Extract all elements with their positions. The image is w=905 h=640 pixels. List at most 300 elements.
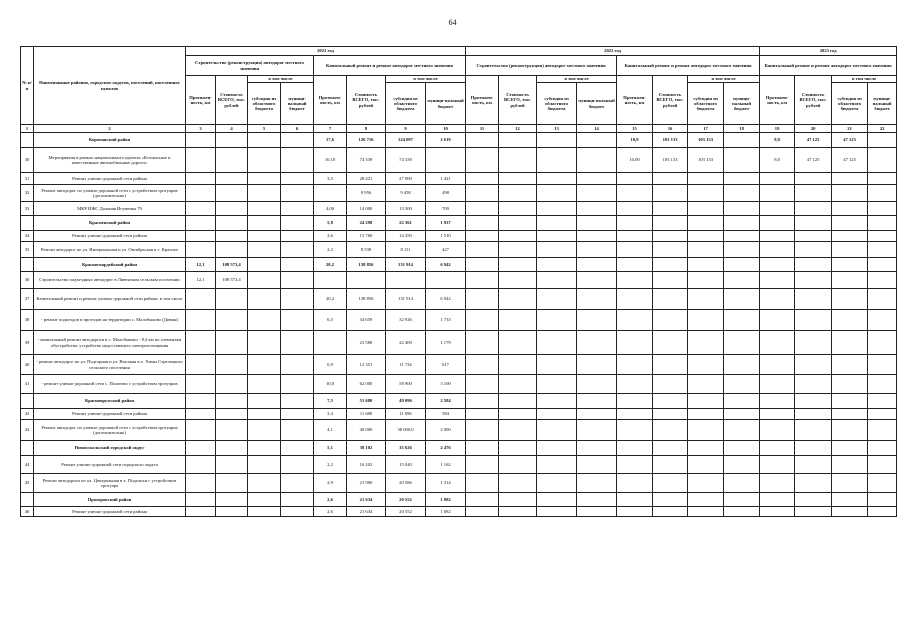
value-cell xyxy=(281,310,314,331)
column-number: 5 xyxy=(248,125,281,133)
h-cost: Стоимость ВСЕГО, тыс. рублей xyxy=(653,76,688,125)
value-cell xyxy=(653,202,688,216)
value-cell xyxy=(499,456,537,474)
table-row xyxy=(21,242,897,258)
region-row xyxy=(21,216,897,231)
value-cell: 6 942 xyxy=(426,258,466,272)
value-cell: 10,10 xyxy=(314,148,347,173)
value-cell xyxy=(617,409,653,420)
value-cell xyxy=(216,289,248,310)
value-cell xyxy=(795,258,832,272)
value-cell xyxy=(577,231,617,242)
value-cell xyxy=(832,231,868,242)
value-cell xyxy=(617,456,653,474)
item-name: Ремонт автодороги по ул. Центральная в х. Подольхи с устройством тротуара xyxy=(34,474,186,493)
value-cell xyxy=(466,355,499,375)
value-cell xyxy=(466,133,499,148)
value-cell xyxy=(216,231,248,242)
value-cell: 7,5 xyxy=(314,394,347,409)
column-number: 20 xyxy=(795,125,832,133)
value-cell: 1 937 xyxy=(426,216,466,231)
column-number: 1 xyxy=(21,125,34,133)
value-cell xyxy=(795,216,832,231)
value-cell xyxy=(795,242,832,258)
value-cell xyxy=(724,185,760,202)
value-cell xyxy=(537,310,577,331)
value-cell xyxy=(216,456,248,474)
value-cell xyxy=(248,289,281,310)
value-cell: 38 000,0 xyxy=(386,420,426,441)
road-repair-table xyxy=(20,46,897,517)
value-cell xyxy=(760,420,795,441)
value-cell xyxy=(248,231,281,242)
value-cell xyxy=(186,173,216,185)
value-cell xyxy=(724,133,760,148)
value-cell xyxy=(499,231,537,242)
value-cell xyxy=(760,216,795,231)
value-cell xyxy=(868,231,897,242)
value-cell xyxy=(186,456,216,474)
value-cell xyxy=(688,202,724,216)
value-cell xyxy=(499,507,537,517)
value-cell: 14 000 xyxy=(347,202,386,216)
value-cell: 1 421 xyxy=(426,173,466,185)
value-cell xyxy=(248,375,281,394)
value-cell xyxy=(832,216,868,231)
table-row xyxy=(21,331,897,355)
value-cell: 138 856 xyxy=(347,289,386,310)
value-cell xyxy=(537,420,577,441)
column-number: 13 xyxy=(537,125,577,133)
row-number: 44 xyxy=(21,456,34,474)
value-cell xyxy=(688,216,724,231)
h-len: Протяжен-ность, км xyxy=(466,76,499,125)
value-cell xyxy=(466,258,499,272)
value-cell xyxy=(248,133,281,148)
value-cell xyxy=(617,242,653,258)
row-number: 45 xyxy=(21,474,34,493)
value-cell xyxy=(832,242,868,258)
value-cell xyxy=(577,133,617,148)
value-cell xyxy=(832,355,868,375)
value-cell: 22 361 xyxy=(386,216,426,231)
h-len: Протяжен-ность, км xyxy=(186,76,216,125)
value-cell: 11 096 xyxy=(386,409,426,420)
value-cell xyxy=(537,216,577,231)
value-cell xyxy=(281,441,314,456)
value-cell: 1 162 xyxy=(426,456,466,474)
value-cell: 47 125 xyxy=(795,148,832,173)
h-subsidy: субсидия из областного бюджета xyxy=(537,83,577,125)
column-number: 4 xyxy=(216,125,248,133)
h-incl: в том числе xyxy=(688,76,760,83)
value-cell: 1 082 xyxy=(426,507,466,517)
row-number: 39 xyxy=(21,331,34,355)
value-cell: 8 111 xyxy=(386,242,426,258)
item-name: Ремонт улично-дорожной сети городского округа xyxy=(34,456,186,474)
value-cell xyxy=(688,474,724,493)
value-cell: 34 659 xyxy=(347,310,386,331)
column-number: 9 xyxy=(386,125,426,133)
value-cell xyxy=(186,355,216,375)
value-cell xyxy=(795,202,832,216)
value-cell: 2 476 xyxy=(426,441,466,456)
value-cell: 27 000 xyxy=(386,173,426,185)
value-cell xyxy=(760,289,795,310)
value-cell xyxy=(216,242,248,258)
value-cell xyxy=(832,289,868,310)
item-name: Ремонт улично-дорожной сети района xyxy=(34,173,186,185)
value-cell xyxy=(499,289,537,310)
value-cell xyxy=(724,272,760,289)
h-subsidy: субсидия из областного бюджета xyxy=(248,83,281,125)
value-cell xyxy=(281,148,314,173)
value-cell: 131 914 xyxy=(386,258,426,272)
value-cell xyxy=(216,173,248,185)
value-cell: 49 096 xyxy=(386,394,426,409)
h-incl: в том числе xyxy=(386,76,466,83)
value-cell xyxy=(832,441,868,456)
h-municipal: муници-пальный бюджет xyxy=(281,83,314,125)
value-cell xyxy=(760,242,795,258)
value-cell xyxy=(216,133,248,148)
row-number: 33 xyxy=(21,202,34,216)
value-cell xyxy=(466,289,499,310)
value-cell: 103 133 xyxy=(688,148,724,173)
value-cell: 35 626 xyxy=(386,441,426,456)
value-cell xyxy=(499,331,537,355)
value-cell xyxy=(868,258,897,272)
value-cell xyxy=(868,355,897,375)
value-cell xyxy=(281,507,314,517)
h-len: Протяжен-ность, км xyxy=(617,76,653,125)
value-cell xyxy=(688,355,724,375)
table-row xyxy=(21,231,897,242)
value-cell xyxy=(724,310,760,331)
value-cell xyxy=(688,441,724,456)
header-year-2023: 2023 год xyxy=(760,47,897,56)
value-cell xyxy=(577,441,617,456)
value-cell xyxy=(248,173,281,185)
value-cell: 126 716 xyxy=(347,133,386,148)
row-number xyxy=(21,394,34,409)
value-cell xyxy=(499,133,537,148)
table-row xyxy=(21,409,897,420)
region-row xyxy=(21,394,897,409)
value-cell xyxy=(426,148,466,173)
value-cell xyxy=(688,394,724,409)
value-cell: 138 856 xyxy=(347,258,386,272)
value-cell xyxy=(577,242,617,258)
value-cell xyxy=(868,185,897,202)
value-cell xyxy=(577,173,617,185)
value-cell xyxy=(832,331,868,355)
value-cell xyxy=(499,409,537,420)
value-cell xyxy=(832,420,868,441)
value-cell: 3,5 xyxy=(314,173,347,185)
value-cell: 9 956 xyxy=(347,185,386,202)
value-cell xyxy=(868,441,897,456)
value-cell xyxy=(577,394,617,409)
value-cell xyxy=(186,231,216,242)
value-cell xyxy=(216,310,248,331)
value-cell xyxy=(186,507,216,517)
header-constr-2022: Строительство (реконструкция) автодорог местного значения xyxy=(466,56,617,76)
value-cell xyxy=(466,493,499,507)
value-cell xyxy=(868,242,897,258)
value-cell xyxy=(186,331,216,355)
header-cap-2022: Капитальный ремонт и ремонт автодорог местного значения xyxy=(617,56,760,76)
value-cell xyxy=(466,456,499,474)
value-cell xyxy=(466,507,499,517)
value-cell xyxy=(724,242,760,258)
value-cell: 5,1 xyxy=(314,441,347,456)
column-number: 12 xyxy=(499,125,537,133)
region-name: Красногвардейский район xyxy=(34,258,186,272)
item-name: Ремонт автодорог по улично-дорожной сети с устройством тротуаров (дополнительно) xyxy=(34,185,186,202)
value-cell xyxy=(577,420,617,441)
value-cell xyxy=(653,441,688,456)
item-name: МКР ИЖС Дальняя Игуменка 79 xyxy=(34,202,186,216)
value-cell xyxy=(186,216,216,231)
value-cell xyxy=(868,202,897,216)
region-row xyxy=(21,441,897,456)
value-cell: 700 xyxy=(426,202,466,216)
value-cell: 47 125 xyxy=(832,148,868,173)
value-cell: 14 250 xyxy=(386,231,426,242)
value-cell: 3,6 xyxy=(314,231,347,242)
value-cell xyxy=(868,310,897,331)
value-cell xyxy=(653,216,688,231)
value-cell xyxy=(688,331,724,355)
column-number: 11 xyxy=(466,125,499,133)
value-cell: 103 133 xyxy=(653,133,688,148)
value-cell: 17,6 xyxy=(314,133,347,148)
value-cell: 3 100 xyxy=(426,375,466,394)
value-cell: 47 125 xyxy=(795,133,832,148)
value-cell xyxy=(653,493,688,507)
value-cell xyxy=(186,185,216,202)
value-cell xyxy=(577,375,617,394)
value-cell xyxy=(795,185,832,202)
value-cell: 10,0 xyxy=(617,133,653,148)
value-cell xyxy=(577,148,617,173)
value-cell xyxy=(795,474,832,493)
value-cell xyxy=(617,185,653,202)
value-cell: 8,0 xyxy=(760,148,795,173)
item-name: Строительство подъездных автодорог в Ливенском сельском поселении xyxy=(34,272,186,289)
value-cell xyxy=(868,148,897,173)
value-cell xyxy=(537,148,577,173)
value-cell xyxy=(760,355,795,375)
value-cell xyxy=(795,394,832,409)
value-cell xyxy=(499,272,537,289)
value-cell xyxy=(537,394,577,409)
header-year-2022: 2022 год xyxy=(466,47,760,56)
value-cell: 12,1 xyxy=(186,258,216,272)
value-cell xyxy=(724,474,760,493)
value-cell xyxy=(281,456,314,474)
value-cell: 10,0 xyxy=(314,375,347,394)
h-municipal: муници-пальный бюджет xyxy=(724,83,760,125)
value-cell xyxy=(499,242,537,258)
value-cell xyxy=(724,493,760,507)
value-cell xyxy=(688,242,724,258)
region-row xyxy=(21,133,897,148)
value-cell xyxy=(347,272,386,289)
value-cell xyxy=(216,216,248,231)
h-cost: Стоимость ВСЕГО, тыс. рублей xyxy=(347,76,386,125)
value-cell: 2,2 xyxy=(314,456,347,474)
value-cell xyxy=(868,394,897,409)
value-cell xyxy=(795,331,832,355)
value-cell xyxy=(832,258,868,272)
value-cell xyxy=(577,272,617,289)
value-cell: 21 634 xyxy=(347,507,386,517)
row-number: 41 xyxy=(21,375,34,394)
value-cell xyxy=(466,474,499,493)
value-cell xyxy=(653,355,688,375)
value-cell xyxy=(724,231,760,242)
value-cell xyxy=(724,507,760,517)
item-name: Ремонт улично-дорожной сети района xyxy=(34,409,186,420)
value-cell xyxy=(499,394,537,409)
value-cell xyxy=(466,420,499,441)
value-cell: 1 314 xyxy=(426,474,466,493)
row-number: 35 xyxy=(21,242,34,258)
value-cell xyxy=(868,507,897,517)
value-cell xyxy=(688,258,724,272)
value-cell xyxy=(832,474,868,493)
value-cell xyxy=(281,133,314,148)
value-cell: 124 097 xyxy=(386,133,426,148)
value-cell xyxy=(868,272,897,289)
h-len: Протяжен-ность, км xyxy=(760,76,795,125)
value-cell: 498 xyxy=(426,185,466,202)
region-name: Новооскольский городской округ xyxy=(34,441,186,456)
value-cell xyxy=(724,289,760,310)
h-subsidy: субсидия из областного бюджета xyxy=(386,83,426,125)
column-number: 10 xyxy=(426,125,466,133)
value-cell xyxy=(499,148,537,173)
value-cell: 2 619 xyxy=(426,133,466,148)
value-cell xyxy=(386,272,426,289)
value-cell xyxy=(617,231,653,242)
table-row xyxy=(21,173,897,185)
value-cell: 131 914 xyxy=(386,289,426,310)
value-cell xyxy=(617,173,653,185)
value-cell xyxy=(617,420,653,441)
value-cell xyxy=(248,409,281,420)
value-cell: 58 900 xyxy=(386,375,426,394)
h-cost: Стоимость ВСЕГО, тыс. рублей xyxy=(795,76,832,125)
value-cell xyxy=(426,272,466,289)
value-cell xyxy=(688,420,724,441)
value-cell xyxy=(617,474,653,493)
value-cell xyxy=(186,420,216,441)
value-cell xyxy=(577,507,617,517)
value-cell xyxy=(186,148,216,173)
value-cell xyxy=(499,258,537,272)
value-cell: 22 409 xyxy=(386,331,426,355)
value-cell xyxy=(832,310,868,331)
value-cell xyxy=(868,420,897,441)
value-cell xyxy=(281,272,314,289)
value-cell xyxy=(499,493,537,507)
value-cell xyxy=(577,202,617,216)
value-cell xyxy=(653,185,688,202)
value-cell: 10,00 xyxy=(617,148,653,173)
row-number: 43 xyxy=(21,420,34,441)
value-cell: 108 573,4 xyxy=(216,258,248,272)
value-cell xyxy=(537,474,577,493)
value-cell xyxy=(868,216,897,231)
value-cell xyxy=(281,493,314,507)
item-name: Мероприятия в рамках национального проекта «Безопасные и качественные автомобильные дороги» xyxy=(34,148,186,173)
value-cell xyxy=(466,216,499,231)
value-cell xyxy=(795,272,832,289)
value-cell xyxy=(868,173,897,185)
value-cell: 20,2 xyxy=(314,289,347,310)
value-cell xyxy=(653,420,688,441)
value-cell xyxy=(617,394,653,409)
value-cell xyxy=(248,507,281,517)
value-cell xyxy=(688,493,724,507)
value-cell xyxy=(724,173,760,185)
row-number: 31 xyxy=(21,173,34,185)
value-cell xyxy=(653,375,688,394)
value-cell xyxy=(688,272,724,289)
column-number: 22 xyxy=(868,125,897,133)
value-cell xyxy=(499,216,537,231)
value-cell xyxy=(216,394,248,409)
value-cell xyxy=(314,185,347,202)
value-cell xyxy=(868,474,897,493)
value-cell xyxy=(248,216,281,231)
value-cell xyxy=(216,375,248,394)
value-cell xyxy=(537,507,577,517)
value-cell: 1 510 xyxy=(426,231,466,242)
value-cell: 8 538 xyxy=(347,242,386,258)
value-cell xyxy=(617,272,653,289)
table-row xyxy=(21,420,897,441)
item-name: - ремонт автодорог по ул. Подгорная и ул. Высокая в х. Химы Стрелецкого сельского поселения xyxy=(34,355,186,375)
value-cell: 16 202 xyxy=(347,456,386,474)
region-name: Краснояружский район xyxy=(34,394,186,409)
value-cell: 38 102 xyxy=(347,441,386,456)
value-cell: 5,8 xyxy=(314,216,347,231)
value-cell xyxy=(248,202,281,216)
region-name: Прохоровский район xyxy=(34,493,186,507)
value-cell xyxy=(653,310,688,331)
item-name: - ремонт улично-дорожной сети с. Палатово с устройством тротуаров xyxy=(34,375,186,394)
table-row xyxy=(21,289,897,310)
value-cell: 20 586 xyxy=(386,474,426,493)
value-cell xyxy=(760,272,795,289)
value-cell: 20 552 xyxy=(386,493,426,507)
value-cell: 47 125 xyxy=(832,133,868,148)
value-cell xyxy=(248,148,281,173)
value-cell xyxy=(466,409,499,420)
value-cell xyxy=(577,355,617,375)
value-cell xyxy=(760,441,795,456)
h-municipal: муници-пальный бюджет xyxy=(577,83,617,125)
region-name: Корочанский район xyxy=(34,133,186,148)
value-cell xyxy=(760,493,795,507)
table-row xyxy=(21,375,897,394)
column-number: 15 xyxy=(617,125,653,133)
value-cell: 2,6 xyxy=(314,493,347,507)
